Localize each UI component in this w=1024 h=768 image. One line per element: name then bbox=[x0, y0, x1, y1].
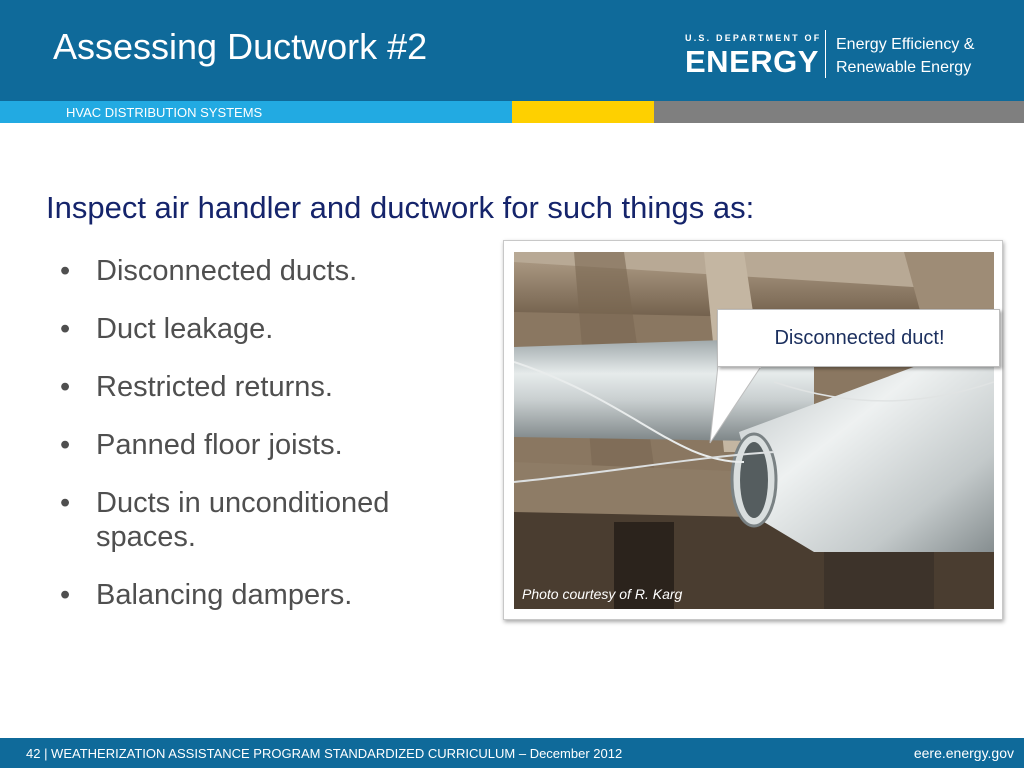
bullet-dot-icon: • bbox=[60, 487, 71, 519]
bullet-text: Disconnected ducts. bbox=[96, 255, 358, 287]
bullet-item bbox=[60, 370, 480, 404]
slide-title: Assessing Ductwork #2 bbox=[53, 26, 428, 67]
callout-pointer bbox=[700, 365, 790, 445]
bullet-dot-icon: • bbox=[60, 429, 71, 461]
bullet-item bbox=[60, 486, 480, 554]
bullet-text: Balancing dampers. bbox=[96, 579, 353, 611]
slide-subtitle: Inspect air handler and ductwork for such things as: bbox=[46, 190, 755, 225]
photo-credit: Photo courtesy of R. Karg bbox=[522, 586, 683, 602]
eere-line-2: Renewable Energy bbox=[836, 59, 972, 76]
bullet-dot-icon: • bbox=[60, 313, 71, 345]
band-gray-segment bbox=[654, 101, 1024, 123]
bullet-item bbox=[60, 254, 480, 288]
bullet-item bbox=[60, 312, 480, 346]
section-label: HVAC DISTRIBUTION SYSTEMS bbox=[66, 105, 263, 120]
logo-divider bbox=[825, 30, 826, 78]
bullet-text: Restricted returns. bbox=[96, 371, 333, 403]
band-yellow-segment bbox=[512, 101, 654, 123]
eere-logo-text bbox=[836, 33, 974, 79]
footer-citation: 42 | WEATHERIZATION ASSISTANCE PROGRAM STANDARDIZED CURRICULUM – December 2012 bbox=[26, 746, 623, 761]
callout-box bbox=[717, 309, 1000, 367]
bullet-text: Duct leakage. bbox=[96, 313, 274, 345]
bullet-dot-icon: • bbox=[60, 255, 71, 287]
bullet-text: Panned floor joists. bbox=[96, 429, 343, 461]
bullet-dot-icon: • bbox=[60, 371, 71, 403]
bullet-list bbox=[60, 254, 480, 636]
bullet-item bbox=[60, 578, 480, 612]
doe-logo-small-text: U.S. DEPARTMENT OF bbox=[685, 33, 822, 43]
doe-logo-wordmark: ENERGY bbox=[685, 44, 819, 79]
footer-website: eere.energy.gov bbox=[913, 745, 1014, 761]
eere-line-1: Energy Efficiency & bbox=[836, 36, 975, 53]
bullet-dot-icon: • bbox=[60, 579, 71, 611]
bullet-item bbox=[60, 428, 480, 462]
callout-text: Disconnected duct! bbox=[774, 327, 945, 349]
bullet-text: Ducts in unconditioned spaces. bbox=[96, 487, 390, 553]
